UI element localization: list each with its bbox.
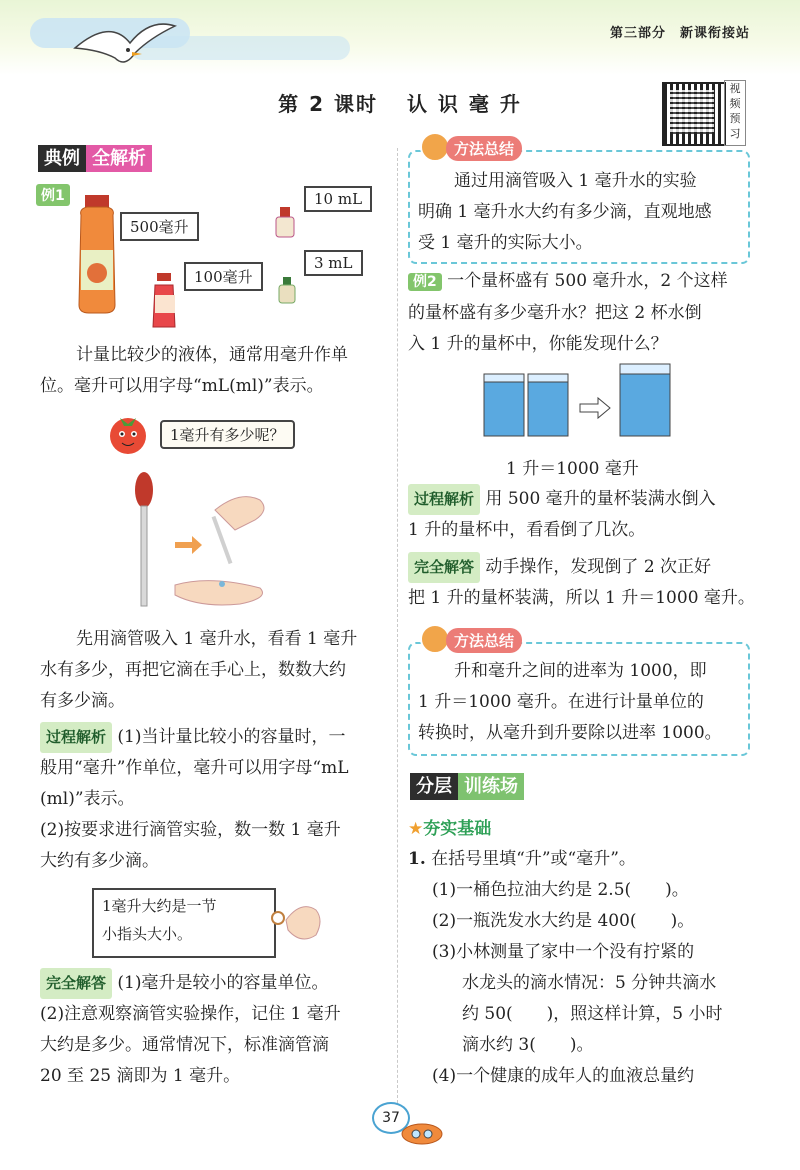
submarine-icon <box>398 1116 448 1148</box>
dropper-experiment-illustration <box>120 470 280 620</box>
basic-section-title: ★夯实基础 <box>408 819 492 839</box>
question-1a: (1)一桶色拉油大约是 2.5( )。 <box>432 880 689 900</box>
question-bubble: 1毫升有多少呢？ <box>160 420 295 449</box>
intro-paragraph: 计量比较少的液体，通常用毫升作单 位。毫升可以用字母“mL(ml)”表示。 <box>40 345 348 396</box>
finger-illustration <box>266 890 326 950</box>
experiment-paragraph: 先用滴管吸入 1 毫升水，看看 1 毫升 水有多少，再把它滴在手心上，数数大约 有多少滴。 <box>40 629 358 711</box>
question-1b: (2)一瓶洗发水大约是 400( )。 <box>432 911 695 931</box>
beakers-illustration <box>480 360 680 446</box>
badge-training: 训练场 <box>458 773 524 800</box>
qr-code[interactable] <box>662 82 726 146</box>
star-icon: ★ <box>408 819 424 839</box>
video-preview-tag: 视 频 预 习 <box>724 80 746 146</box>
label-3ml: 3 mL <box>304 250 363 276</box>
badge-typical: 典例 <box>38 145 86 172</box>
method-summary-tag-1: 方法总结 <box>446 136 522 161</box>
process-analysis-left: 过程解析 (1)当计量比较小的容量时，一 般用“毫升”作单位，毫升可以用字母“mL (ml)”表示。 (2)按要求进行滴管实验，数一数 1 毫升 大约有多少滴。 <box>40 722 390 877</box>
complete-answer-left: 完全解答 (1)毫升是较小的容量单位。 (2)注意观察滴管实验操作，记住 1 毫升 大约是多少。通常情况下，标准滴管滴 20 至 25 滴即为 1 毫升。 <box>40 968 395 1092</box>
note-box: 1毫升大约是一节 小指头大小。 <box>92 888 276 958</box>
process-label: 过程解析 <box>40 722 112 753</box>
process-label-right: 过程解析 <box>408 484 480 515</box>
question-1: 1. 在括号里填“升”或“毫升”。 (1)一桶色拉油大约是 2.5( )。 (2)一瓶洗发水大约是 400( )。 (3)小林测量了家中一个没有拧紧的 水龙头的滴水情况：5 分钟共滴水 约 50( )，照这样计算，5 小时 滴水约 3( )。 (4)一个健康的成年人的血液总量约 <box>408 844 763 1092</box>
badge-layered: 分层 <box>410 773 458 800</box>
example1-tag: 例1 <box>36 184 70 206</box>
complete-answer-right: 完全解答 动手操作，发现倒了 2 次正好 把 1 升的量杯装满，所以 1 升＝1000 毫升。 <box>408 552 758 614</box>
example2: 例2 一个量杯盛有 500 毫升水，2 个这样 的量杯盛有多少毫升水？把这 2 杯水倒 入 1 升的量杯中，你能发现什么？ <box>408 271 728 354</box>
badge-analysis: 全解析 <box>86 145 152 172</box>
label-10ml: 10 mL <box>304 186 372 212</box>
lesson-topic: 认 识 毫 升 <box>406 92 522 116</box>
label-500ml: 500毫升 <box>120 212 199 241</box>
beaker-caption: 1 升＝1000 毫升 <box>506 459 639 479</box>
section-badge <box>38 144 152 170</box>
example2-tag: 例2 <box>408 273 442 291</box>
method-summary-text-2: 升和毫升之间的进率为 1000，即 1 升＝1000 毫升。在进行计量单位的 转换时，从毫升到升要除以进率 1000。 <box>418 661 722 743</box>
page-number: 37 <box>372 1102 410 1134</box>
process-analysis-right: 过程解析 用 500 毫升的量杯装满水倒入 1 升的量杯中，看看倒了几次。 <box>408 484 753 546</box>
tomato-mascot-icon <box>104 410 154 462</box>
answer-label: 完全解答 <box>40 968 112 999</box>
method-summary-tag-2: 方法总结 <box>446 628 522 653</box>
question-1c: (3)小林测量了家中一个没有拧紧的 水龙头的滴水情况：5 分钟共滴水 约 50( )，照这样计算，5 小时 滴水约 3( )。 <box>432 942 723 1055</box>
practice-badge <box>410 772 524 798</box>
question-1d: (4)一个健康的成年人的血液总量约 <box>432 1066 695 1086</box>
lesson-number: 第 2 课时 <box>278 92 378 116</box>
seagull-icon <box>70 8 180 78</box>
section-header: 第三部分 新课衔接站 <box>609 26 750 41</box>
method-summary-text-1: 通过用滴管吸入 1 毫升水的实验 明确 1 毫升水大约有多少滴，直观地感 受 1 毫升的实际大小。 <box>418 171 712 253</box>
label-100ml: 100毫升 <box>184 262 263 291</box>
column-divider <box>397 148 398 1108</box>
answer-label-right: 完全解答 <box>408 552 480 583</box>
